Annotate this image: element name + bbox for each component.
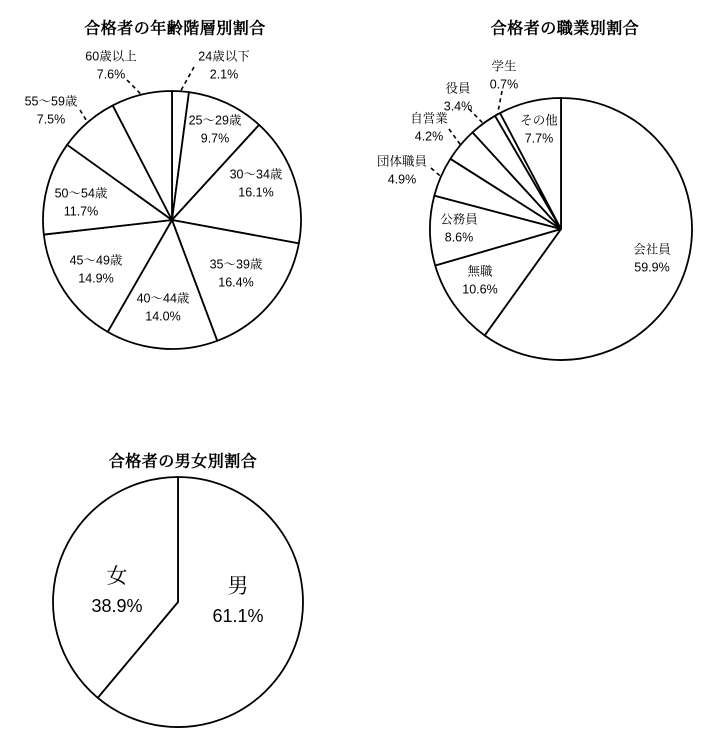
job-label-org-employee bbox=[377, 153, 427, 189]
age-label-under24 bbox=[198, 48, 249, 84]
slice-percent: 4.2% bbox=[414, 129, 444, 143]
age-label-40-44 bbox=[137, 290, 190, 326]
age-label-30-34 bbox=[230, 166, 283, 202]
slice-percent: 2.1% bbox=[209, 67, 239, 81]
slice-percent: 4.9% bbox=[387, 172, 417, 186]
job-label-executive bbox=[444, 80, 473, 116]
label-leader-line bbox=[498, 91, 503, 114]
slice-percent: 7.5% bbox=[36, 112, 66, 126]
slice-name: 50〜54歳 bbox=[54, 186, 108, 201]
slice-name: 自営業 bbox=[410, 111, 448, 126]
slice-percent: 16.1% bbox=[238, 185, 274, 199]
slice-name: 公務員 bbox=[440, 212, 478, 227]
gender-chart-title: 合格者の男女別割合 bbox=[108, 453, 258, 471]
slice-name: 45〜49歳 bbox=[69, 253, 123, 268]
slice-name: 60歳以上 bbox=[85, 49, 137, 64]
slice-name: 35〜39歳 bbox=[209, 257, 263, 272]
age-chart-title: 合格者の年齢階層別割合 bbox=[84, 20, 266, 38]
age-label-60-plus bbox=[85, 48, 136, 84]
occupation-chart-title: 合格者の職業別割合 bbox=[490, 20, 640, 38]
job-label-self-employed bbox=[410, 110, 448, 146]
job-label-company-employee bbox=[633, 241, 671, 277]
label-leader-line bbox=[431, 168, 441, 177]
age-label-25-29 bbox=[189, 112, 242, 148]
slice-percent: 9.7% bbox=[200, 131, 230, 145]
slice-percent: 14.9% bbox=[78, 271, 114, 285]
job-label-student bbox=[490, 58, 519, 94]
slice-name: 会社員 bbox=[633, 242, 671, 257]
slice-percent: 11.7% bbox=[63, 204, 99, 218]
label-leader-line bbox=[449, 129, 461, 145]
slice-name: 役員 bbox=[445, 81, 471, 96]
slice-percent: 10.6% bbox=[462, 282, 498, 296]
slice-name: 団体職員 bbox=[376, 154, 428, 169]
slice-percent: 61.1% bbox=[212, 605, 264, 626]
label-leader-line bbox=[80, 110, 88, 122]
slice-name: 学生 bbox=[491, 59, 517, 74]
slice-name: 25〜29歳 bbox=[188, 113, 242, 128]
slice-name: 24歳以下 bbox=[198, 49, 250, 64]
gender-label-female bbox=[91, 561, 142, 620]
slice-percent: 38.9% bbox=[91, 595, 143, 616]
age-label-50-54 bbox=[55, 185, 108, 221]
slice-percent: 16.4% bbox=[218, 275, 254, 289]
job-label-unemployed bbox=[462, 263, 497, 299]
age-label-55-59 bbox=[25, 93, 78, 129]
slice-name: 40〜44歳 bbox=[136, 291, 190, 306]
slice-percent: 8.6% bbox=[444, 230, 474, 244]
slice-name: 55〜59歳 bbox=[24, 94, 78, 109]
age-label-35-39 bbox=[210, 256, 263, 292]
slice-percent: 7.7% bbox=[524, 131, 554, 145]
slice-percent: 7.6% bbox=[96, 67, 126, 81]
age-label-45-49 bbox=[70, 252, 123, 288]
gender-label-male bbox=[212, 571, 263, 630]
slice-name: その他 bbox=[520, 113, 558, 128]
slice-percent: 3.4% bbox=[443, 99, 473, 113]
slice-name: 男 bbox=[227, 574, 249, 598]
label-leader-line bbox=[181, 67, 195, 91]
slice-percent: 14.0% bbox=[145, 309, 181, 323]
slice-percent: 59.9% bbox=[634, 260, 670, 274]
slice-percent: 0.7% bbox=[489, 77, 519, 91]
slice-name: 30〜34歳 bbox=[229, 167, 283, 182]
slice-name: 女 bbox=[106, 564, 128, 588]
job-label-other bbox=[520, 112, 558, 148]
job-label-civil-servant bbox=[440, 211, 478, 247]
slice-name: 無職 bbox=[467, 264, 493, 279]
